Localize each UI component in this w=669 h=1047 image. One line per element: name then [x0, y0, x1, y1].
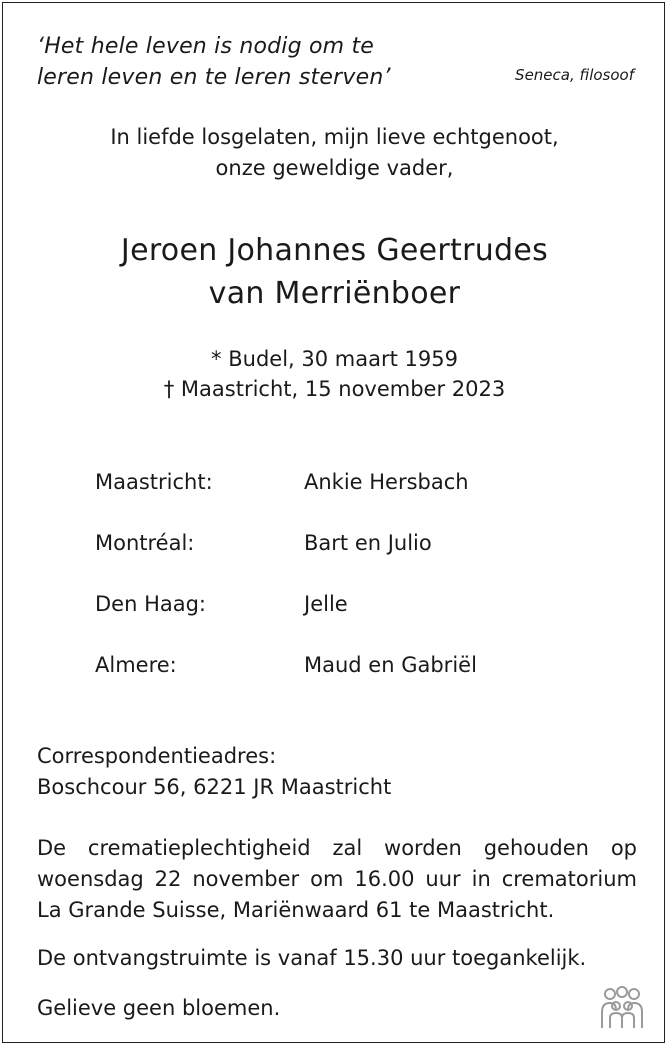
family-names: Ankie Hersbach: [304, 470, 469, 494]
family-names: Bart en Julio: [304, 531, 432, 555]
ceremony-line: De crematieplechtigheid zal worden gehouden op: [37, 836, 637, 860]
deceased-name: [3, 229, 666, 315]
quote-line: leren leven en te leren sterven’: [37, 65, 391, 90]
family-place: Montréal:: [95, 531, 195, 555]
family-names: Jelle: [304, 592, 348, 616]
family-place: Almere:: [95, 653, 177, 677]
ceremony-line: La Grande Suisse, Mariënwaard 61 te Maastricht.: [37, 898, 555, 922]
ceremony-text: [37, 833, 637, 926]
obituary-card: [2, 2, 665, 1043]
correspondence-value: Boschcour 56, 6221 JR Maastricht: [37, 775, 392, 799]
intro-text: [3, 122, 666, 184]
correspondence-address: [37, 741, 391, 803]
birth-date: * Budel, 30 maart 1959: [211, 347, 458, 371]
family-row: [95, 467, 635, 497]
name-line: Jeroen Johannes Geertrudes: [120, 233, 549, 268]
quote-author: Seneca, filosoof: [515, 66, 634, 84]
family-row: [95, 528, 635, 558]
quote: [37, 31, 391, 93]
family-row: [95, 650, 635, 680]
quote-line: ‘Het hele leven is nodig om te: [37, 34, 374, 59]
ceremony-line: woensdag 22 november om 16.00 uur in crematorium: [37, 867, 637, 891]
family-row: [95, 589, 635, 619]
life-dates: [3, 344, 666, 404]
family-names: Maud en Gabriël: [304, 653, 477, 677]
correspondence-label: Correspondentieadres:: [37, 744, 277, 768]
name-line: van Merriënboer: [208, 276, 461, 311]
reception-text: De ontvangstruimte is vanaf 15.30 uur toegankelijk.: [37, 946, 587, 970]
death-date: † Maastricht, 15 november 2023: [163, 377, 506, 401]
flowers-text: Gelieve geen bloemen.: [37, 996, 281, 1020]
intro-line: In liefde losgelaten, mijn lieve echtgenoot,: [110, 125, 559, 149]
family-place: Maastricht:: [95, 470, 213, 494]
people-family-icon: [596, 986, 648, 1030]
intro-line: onze geweldige vader,: [215, 156, 454, 180]
family-place: Den Haag:: [95, 592, 207, 616]
